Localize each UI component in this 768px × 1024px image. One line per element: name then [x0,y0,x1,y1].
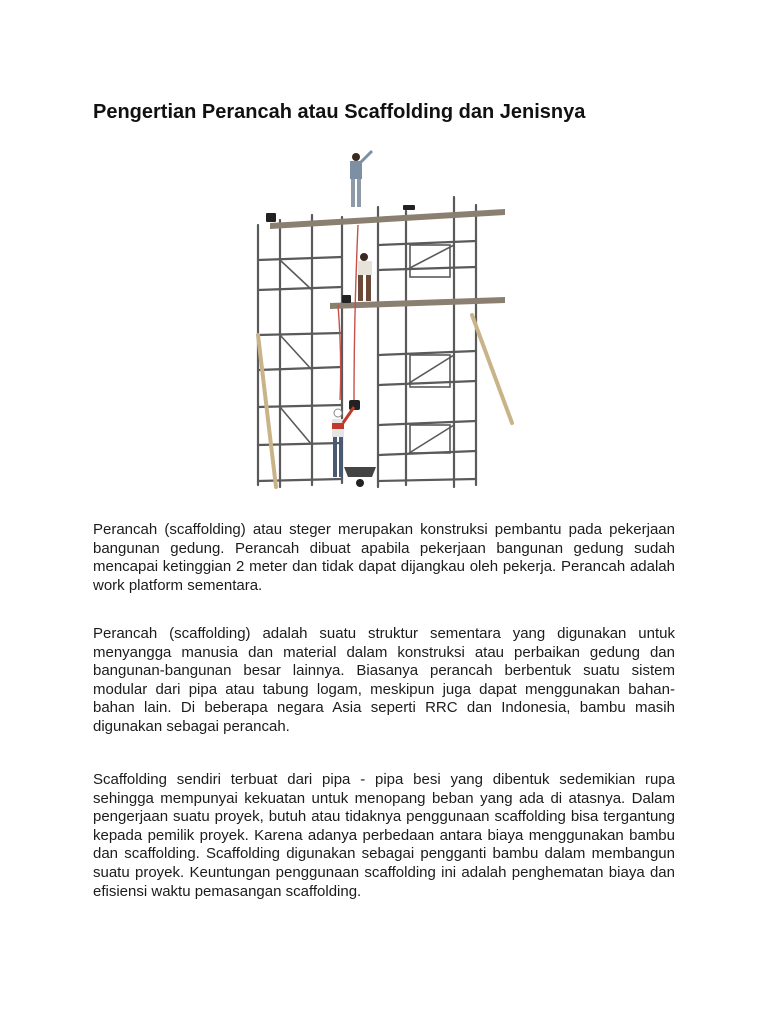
scaffold-frame [258,197,476,487]
worker-top [350,151,372,207]
paragraph-3: Scaffolding sendiri terbuat dari pipa - pipa besi yang dibentuk sedemikian rupa sehingga mempunyai kekuatan untuk menopang beban yang ada di atasnya. Dalam pengerjaan suatu proyek, butuh atau tidaknya penggunaan scaffolding bisa tergantung kepada pemilik proyek. Karena adanya perbedaan antara biaya menggunakan bambu dan scaffolding. Scaffolding digunakan sebagai pengganti bambu dalam membangun suatu proyek. Keuntungan penggunaan scaffolding ini adalah penghematan biaya dan efisiensi waktu pemasangan scaffolding. [93,771,675,900]
bamboo-poles [258,315,512,487]
scaffolding-photo [250,145,520,490]
scaffolding-illustration [250,145,520,490]
page-title: Pengertian Perancah atau Scaffolding dan Jenisnya [93,101,586,123]
paragraph-1: Perancah (scaffolding) atau steger merupakan konstruksi pembantu pada pekerjaan bangunan gedung. Perancah dibuat apabila pekerjaan bangunan gedung sudah mencapai ketinggian 2 meter dan tidak dapat dijangkau oleh pekerja. Perancah adalah work platform sementara. [93,521,675,594]
wheelbarrow [344,467,376,487]
worker-middle [358,253,372,301]
paragraph-2: Perancah (scaffolding) adalah suatu struktur sementara yang digunakan untuk menyangga manusia dan material dalam konstruksi atau perbaikan gedung dan bangunan-bangunan besar lainnya. Biasanya perancah berbentuk suatu sistem modular dari pipa atau tabung logam, meskipun juga dapat menggunakan bahan-bahan lain. Di beberapa negara Asia seperti RRC dan Indonesia, bambu masih digunakan sebagai perancah. [93,625,675,735]
